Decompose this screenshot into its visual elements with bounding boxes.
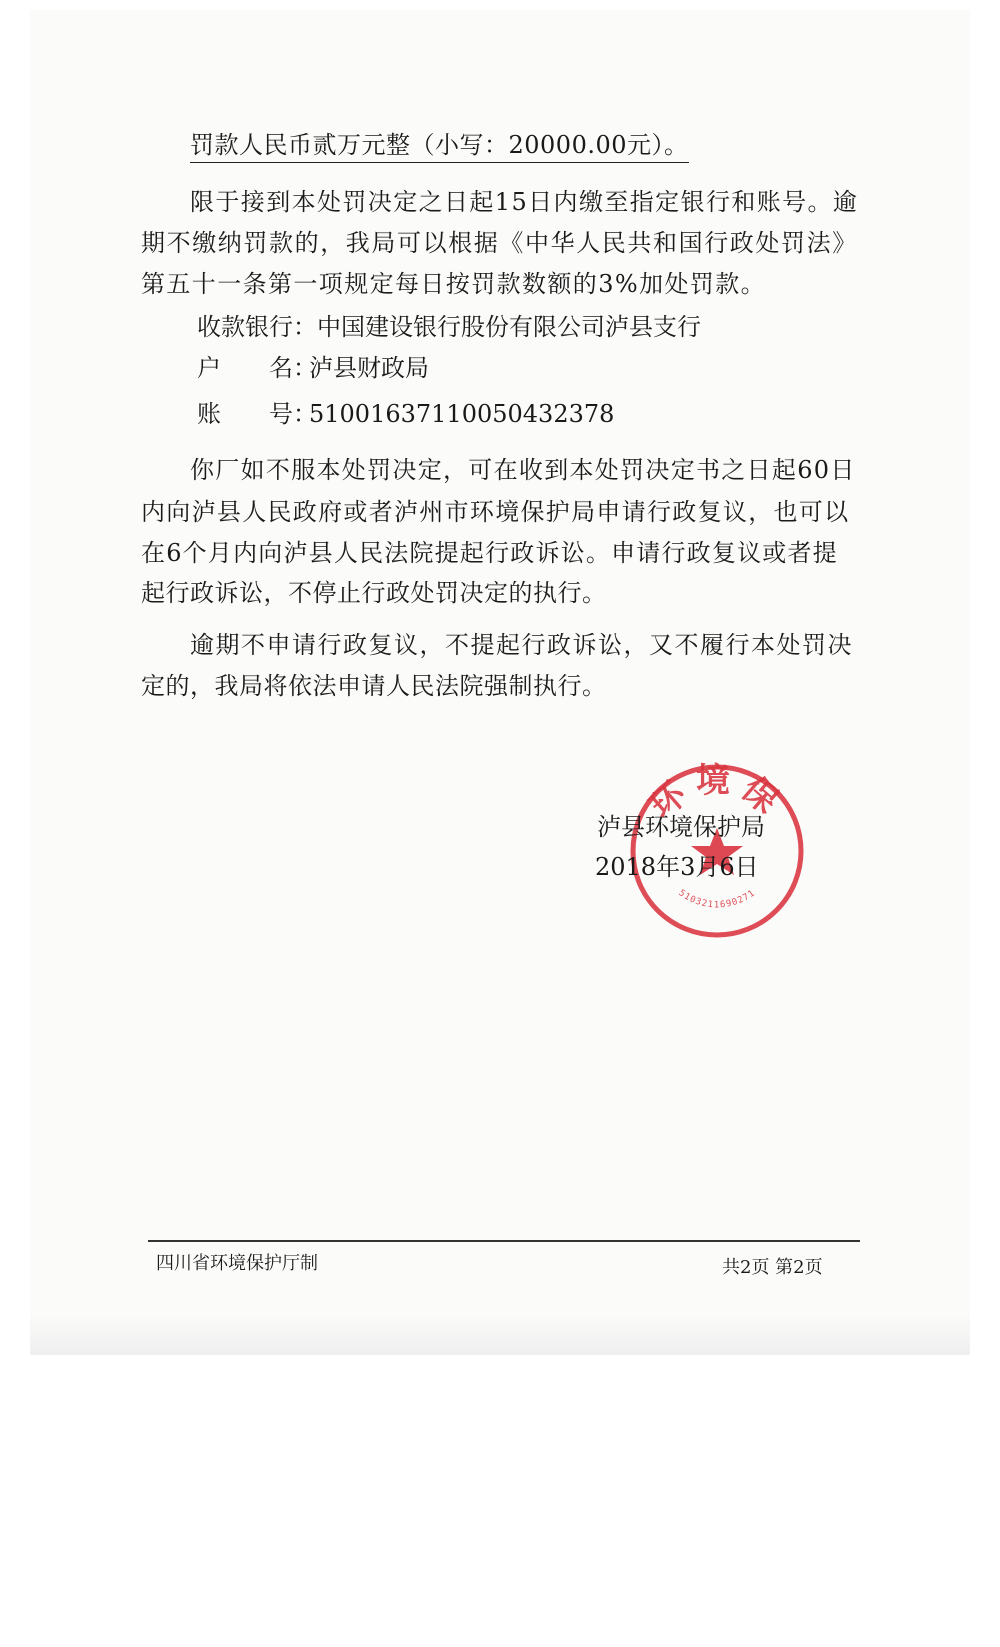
- appeal-para-line-4: 起行政诉讼，不停止行政处罚决定的执行。: [141, 579, 607, 607]
- payment-para-line-3: 第五十一条第一项规定每日按罚款数额的3%加处罚款。: [141, 270, 767, 298]
- fine-amount-line: 罚款人民币贰万元整（小写：20000.00元）。: [190, 130, 689, 163]
- appeal-para-line-3: 在6个月内向泸县人民法院提起行政诉讼。申请行政复议或者提: [141, 539, 838, 567]
- account-name-value: 泸县财政局: [309, 354, 429, 382]
- enforce-para-line-2: 定的，我局将依法申请人民法院强制执行。: [141, 672, 607, 700]
- account-number-label: 账 号：: [197, 400, 317, 428]
- payment-para-line-1: 限于接到本处罚决定之日起15日内缴至指定银行和账号。逾: [190, 188, 859, 216]
- bank-label: 收款银行：: [197, 313, 317, 341]
- enforce-para-line-1: 逾期不申请行政复议，不提起行政诉讼，又不履行本处罚决: [190, 631, 853, 659]
- appeal-para-line-2: 内向泸县人民政府或者泸州市环境保护局申请行政复议，也可以: [141, 498, 850, 526]
- footer-page-info: 共2页 第2页: [722, 1257, 823, 1278]
- signing-date: 2018年3月6日: [595, 853, 759, 881]
- account-number-value: 51001637110050432378: [309, 400, 615, 428]
- seal-bottom-text: 5103211690271: [676, 888, 758, 911]
- account-name-label: 户 名：: [197, 354, 317, 382]
- svg-text:5103211690271: [676, 888, 757, 910]
- payment-para-line-2: 期不缴纳罚款的，我局可以根据《中华人民共和国行政处罚法》: [141, 229, 858, 257]
- official-seal-icon: [628, 762, 806, 940]
- account-name-row: [197, 353, 429, 383]
- seal-top-text: 环境保: [642, 762, 792, 827]
- account-number-row: [197, 399, 614, 429]
- signing-organization: 泸县环境保护局: [597, 813, 765, 841]
- bank-row: [197, 312, 701, 342]
- footer-issuer: 四川省环境保护厅制: [156, 1253, 318, 1274]
- bank-value: 中国建设银行股份有限公司泸县支行: [317, 313, 701, 341]
- appeal-para-line-1: 你厂如不服本处罚决定，可在收到本处罚决定书之日起60日: [190, 456, 856, 484]
- footer-divider: [148, 1240, 860, 1242]
